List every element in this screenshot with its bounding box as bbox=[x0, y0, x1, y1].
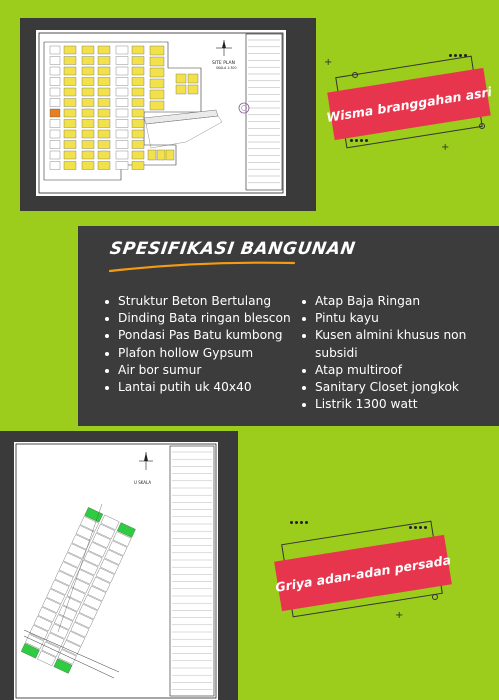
plan-lot bbox=[98, 88, 110, 96]
plan-lot bbox=[150, 57, 164, 66]
plan-lot bbox=[116, 151, 128, 159]
spec-item: Air bor sumur bbox=[103, 362, 291, 379]
spec-item: Pintu kayu bbox=[300, 310, 466, 327]
plan-lot bbox=[116, 46, 128, 54]
plan-lot bbox=[50, 120, 60, 128]
spec-list-left bbox=[103, 293, 291, 396]
ring-icon bbox=[352, 72, 358, 78]
plan-lot bbox=[64, 78, 76, 86]
plan-lot bbox=[82, 120, 94, 128]
plan-lot bbox=[98, 162, 110, 170]
plan-lot bbox=[50, 162, 60, 170]
site-plan-drawing-bottom bbox=[14, 442, 218, 700]
plan-lot bbox=[116, 57, 128, 65]
spec-item: Dinding Bata ringan blescon bbox=[103, 310, 291, 327]
plan-lot bbox=[98, 151, 110, 159]
spec-item: Struktur Beton Bertulang bbox=[103, 293, 291, 310]
dots-decoration bbox=[290, 521, 308, 524]
plan-lot bbox=[82, 78, 94, 86]
plan-lot bbox=[132, 162, 144, 170]
plan-lot bbox=[82, 57, 94, 65]
plan-lot bbox=[132, 46, 144, 54]
plan-lot bbox=[98, 67, 110, 75]
site-plan-label: SITE PLAN bbox=[212, 61, 235, 66]
spec-item: Listrik 1300 watt bbox=[300, 396, 466, 413]
site-plan-image-top bbox=[36, 30, 286, 196]
plan-lot bbox=[50, 130, 60, 138]
plan-lot bbox=[176, 85, 186, 94]
plan-lot bbox=[132, 130, 144, 138]
plan-lot bbox=[176, 74, 186, 83]
plan-lot bbox=[82, 109, 94, 117]
plan-lot bbox=[132, 88, 144, 96]
plan-lot bbox=[50, 78, 60, 86]
plan-lot bbox=[116, 130, 128, 138]
spec-item: Lantai putih uk 40x40 bbox=[103, 379, 291, 396]
plan-lot bbox=[82, 99, 94, 107]
plan-lot bbox=[50, 99, 60, 107]
spec-item: Kusen almini khusus non bbox=[300, 327, 466, 344]
plan-lot bbox=[98, 78, 110, 86]
plan-lot bbox=[116, 99, 128, 107]
plan-lot bbox=[82, 130, 94, 138]
plan-lot bbox=[50, 109, 60, 117]
plan-lot bbox=[64, 130, 76, 138]
plan-lot bbox=[116, 109, 128, 117]
plan-lot bbox=[98, 120, 110, 128]
plan-lot bbox=[98, 109, 110, 117]
project-tag-top: Wisma branggahan asri bbox=[327, 68, 491, 140]
spec-item: Pondasi Pas Batu kumbong bbox=[103, 327, 291, 344]
plan-lot bbox=[132, 141, 144, 149]
plan-lot bbox=[50, 151, 60, 159]
plan-lot bbox=[132, 57, 144, 65]
plan-lot bbox=[98, 99, 110, 107]
project-tag-bottom: Griya adan-adan persada bbox=[274, 535, 452, 611]
plan-lot bbox=[64, 46, 76, 54]
plan-lot bbox=[98, 141, 110, 149]
plan-lot bbox=[64, 99, 76, 107]
plan-lot bbox=[82, 141, 94, 149]
plan-lot bbox=[188, 85, 198, 94]
plan-lot bbox=[150, 90, 164, 99]
plan-lot bbox=[50, 67, 60, 75]
plan-lot bbox=[116, 67, 128, 75]
plan-lot bbox=[98, 130, 110, 138]
plus-icon: + bbox=[324, 57, 333, 68]
plan-lot bbox=[150, 46, 164, 55]
plus-icon: + bbox=[395, 610, 404, 621]
plan-lot bbox=[64, 67, 76, 75]
plan-lot bbox=[116, 88, 128, 96]
plan-lot bbox=[50, 88, 60, 96]
plan-lot bbox=[64, 57, 76, 65]
plan-lot bbox=[82, 151, 94, 159]
plan-lot bbox=[82, 46, 94, 54]
plan-lot bbox=[188, 74, 198, 83]
plan-lot bbox=[132, 120, 144, 128]
dots-decoration bbox=[449, 54, 467, 57]
plan-lot bbox=[148, 150, 156, 160]
dots-decoration bbox=[409, 526, 427, 529]
plan-lot bbox=[166, 150, 174, 160]
site-plan-drawing-top bbox=[36, 30, 286, 196]
plan-lot bbox=[64, 151, 76, 159]
plan-lot bbox=[98, 57, 110, 65]
plan-lot bbox=[116, 78, 128, 86]
plan-lot bbox=[150, 68, 164, 77]
plan-lot bbox=[132, 151, 144, 159]
plan-lot bbox=[50, 46, 60, 54]
plan-lot bbox=[157, 150, 165, 160]
plan-lot bbox=[98, 46, 110, 54]
plan-lot bbox=[150, 79, 164, 88]
plan-lot bbox=[132, 99, 144, 107]
plan-lot bbox=[64, 120, 76, 128]
spec-title: SPESIFIKASI BANGUNAN bbox=[108, 239, 357, 259]
plan-lot bbox=[116, 141, 128, 149]
plan-lot bbox=[150, 101, 164, 110]
plan-lot bbox=[64, 88, 76, 96]
plan-lot bbox=[132, 78, 144, 86]
spec-item: Atap multiroof bbox=[300, 362, 466, 379]
spec-item: Sanitary Closet jongkok bbox=[300, 379, 466, 396]
site-plan-image-bottom bbox=[14, 442, 218, 700]
site-plan-label: U SKALA bbox=[134, 480, 152, 485]
plan-lot bbox=[64, 162, 76, 170]
plan-lot bbox=[64, 141, 76, 149]
dots-decoration bbox=[350, 139, 368, 142]
spec-panel bbox=[78, 226, 499, 426]
spec-list-right bbox=[300, 293, 466, 413]
plan-lot bbox=[132, 67, 144, 75]
plan-lot bbox=[116, 120, 128, 128]
plus-icon: + bbox=[441, 142, 450, 153]
plan-lot bbox=[64, 109, 76, 117]
site-plan-scale: SKALA 1:300 bbox=[216, 66, 237, 70]
spec-item: Atap Baja Ringan bbox=[300, 293, 466, 310]
plan-lot bbox=[50, 141, 60, 149]
plan-lot bbox=[116, 162, 128, 170]
ring-icon bbox=[432, 594, 438, 600]
title-underline-swoosh bbox=[108, 259, 298, 273]
plan-lot bbox=[82, 88, 94, 96]
ring-icon bbox=[479, 123, 485, 129]
spec-item: subsidi bbox=[315, 345, 358, 360]
spec-item: Plafon hollow Gypsum bbox=[103, 345, 291, 362]
plan-lot bbox=[132, 109, 144, 117]
plan-lot bbox=[82, 67, 94, 75]
plan-lot bbox=[82, 162, 94, 170]
plan-lot bbox=[50, 57, 60, 65]
